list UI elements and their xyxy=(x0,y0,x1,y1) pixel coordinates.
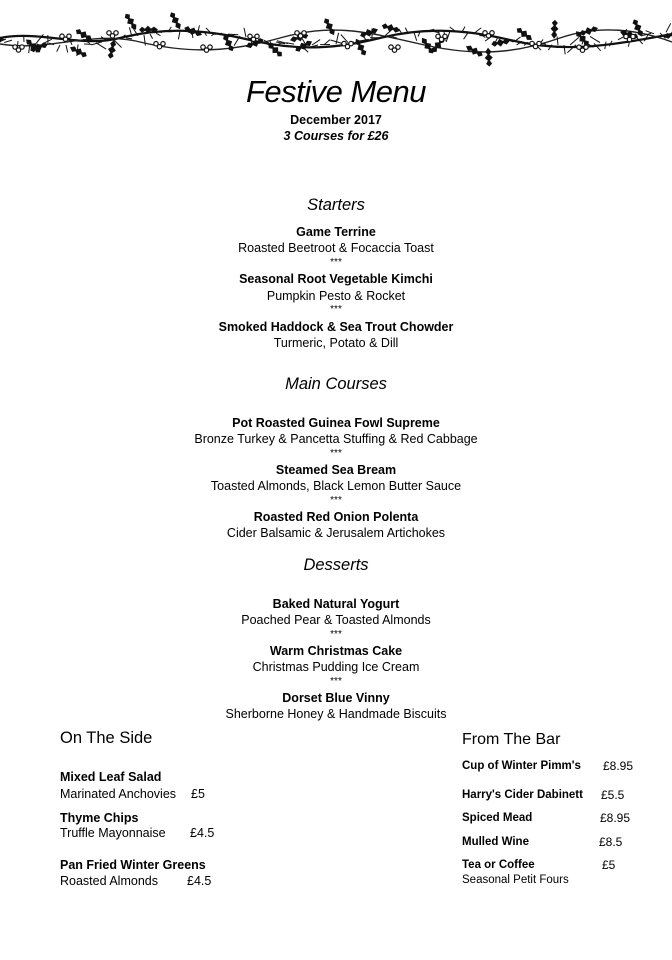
dish-separator: *** xyxy=(330,304,342,315)
section-title-desserts: Desserts xyxy=(303,556,369,574)
dish-description: Pumpkin Pesto & Rocket xyxy=(266,289,406,303)
pine-needle xyxy=(4,40,12,42)
holly-berry xyxy=(631,34,635,38)
holly-leaf xyxy=(514,25,534,43)
dish-name: Smoked Haddock & Sea Trout Chowder xyxy=(218,320,454,334)
dish-separator: *** xyxy=(330,629,342,640)
bar-item-price: £8.95 xyxy=(603,759,634,773)
pine-needle xyxy=(590,36,600,42)
bar-item-price: £8.95 xyxy=(600,811,631,825)
menu-offer: 3 Courses for £26 xyxy=(283,129,389,143)
side-dish-price: £5 xyxy=(191,787,205,801)
bar-item-name: Spiced Mead xyxy=(462,812,533,824)
holly-berry xyxy=(302,31,306,35)
bar-item-name: Harry's Cider Dabinett xyxy=(462,789,583,801)
pine-needle xyxy=(474,28,481,34)
bar-item-price: £8.5 xyxy=(599,835,623,849)
on-the-side-title: On The Side xyxy=(60,729,153,747)
dish-description: Bronze Turkey & Pancetta Stuffing & Red Cabbage xyxy=(194,432,478,446)
holly-berry xyxy=(584,45,588,49)
pine-needle xyxy=(144,35,145,46)
holly-berry xyxy=(490,31,494,35)
pine-needle xyxy=(414,32,417,40)
pine-needle xyxy=(57,45,60,52)
pine-needle xyxy=(244,28,246,37)
side-dish-description: Truffle Mayonnaise xyxy=(60,826,166,840)
bar-item-price: £5.5 xyxy=(601,788,625,802)
pine-needle xyxy=(198,25,200,31)
menu-title: Festive Menu xyxy=(245,74,427,109)
side-dish-description: Marinated Anchovies xyxy=(60,787,177,801)
holly-berry xyxy=(20,45,24,49)
side-dish-price: £4.5 xyxy=(190,826,215,840)
side-dish-price: £4.5 xyxy=(187,874,212,888)
dish-description: Turmeric, Potato & Dill xyxy=(273,336,399,350)
pine-needles xyxy=(0,23,671,56)
holly-leaf xyxy=(484,47,493,67)
holly-leaf xyxy=(322,16,338,37)
dish-description: Christmas Pudding Ice Cream xyxy=(252,660,420,674)
pine-needle xyxy=(312,40,320,45)
side-dish-name: Mixed Leaf Salad xyxy=(60,770,162,784)
pine-needle xyxy=(66,45,68,53)
holly-berry xyxy=(161,42,165,46)
pine-needle xyxy=(570,37,579,45)
bar-item-name: Mulled Wine xyxy=(462,836,529,848)
dish-separator: *** xyxy=(330,676,342,687)
holly-berry xyxy=(208,45,212,49)
dish-name: Pot Roasted Guinea Fowl Supreme xyxy=(232,416,440,430)
pine-needle xyxy=(126,38,132,39)
dish-description: Poached Pear & Toasted Almonds xyxy=(241,613,431,627)
dish-description: Toasted Almonds, Black Lemon Butter Sauce xyxy=(210,479,462,493)
dish-name: Game Terrine xyxy=(296,225,376,239)
bar-item-name: Cup of Winter Pimm's xyxy=(462,760,581,772)
section-title-starters: Starters xyxy=(307,196,365,214)
pine-needle xyxy=(91,42,102,45)
pine-needle xyxy=(666,23,671,32)
holly-berry xyxy=(255,34,259,38)
holly-berry xyxy=(443,34,447,38)
holly-leaf xyxy=(550,20,559,39)
dish-separator: *** xyxy=(330,495,342,506)
side-dish-description: Roasted Almonds xyxy=(60,874,158,888)
side-dish-name: Thyme Chips xyxy=(60,811,139,825)
holly-berry xyxy=(396,45,400,49)
pine-needle xyxy=(228,34,238,35)
pine-needle xyxy=(150,34,153,39)
holly-leaf xyxy=(68,44,89,60)
bar-item-name: Tea or Coffee xyxy=(462,859,535,871)
holly-leaf xyxy=(419,36,436,56)
holly-garland-decoration xyxy=(0,0,672,70)
holly-leaf xyxy=(168,10,184,31)
dish-description: Roasted Beetroot & Focaccia Toast xyxy=(238,241,434,255)
section-title-main-courses: Main Courses xyxy=(285,375,387,393)
dish-name: Dorset Blue Vinny xyxy=(282,691,390,705)
pine-needle xyxy=(178,31,180,39)
pine-needle xyxy=(464,33,468,40)
holly-leaf xyxy=(122,12,139,32)
holly-leaf xyxy=(381,22,402,35)
dish-name: Seasonal Root Vegetable Kimchi xyxy=(239,272,433,286)
pine-needle xyxy=(605,42,606,49)
dish-separator: *** xyxy=(330,257,342,268)
dish-separator: *** xyxy=(330,448,342,459)
pine-needle xyxy=(557,37,558,45)
holly-berry xyxy=(349,41,353,45)
from-the-bar-title: From The Bar xyxy=(462,731,561,748)
holly-berry xyxy=(114,31,118,35)
pine-needle xyxy=(516,37,521,40)
pine-needle xyxy=(156,33,161,36)
dish-name: Baked Natural Yogurt xyxy=(272,597,400,611)
side-dish-name: Pan Fried Winter Greens xyxy=(60,858,206,872)
bar-item-description: Seasonal Petit Fours xyxy=(462,874,569,886)
dish-name: Steamed Sea Bream xyxy=(275,463,397,477)
dish-description: Cider Balsamic & Jerusalem Artichokes xyxy=(226,526,446,540)
bar-item-price: £5 xyxy=(602,858,616,872)
dish-name: Roasted Red Onion Polenta xyxy=(253,510,419,524)
dish-name: Warm Christmas Cake xyxy=(269,644,403,658)
dish-description: Sherborne Honey & Handmade Biscuits xyxy=(225,707,447,721)
menu-date: December 2017 xyxy=(290,113,382,127)
holly-berry xyxy=(67,34,71,38)
holly-berry xyxy=(537,41,541,45)
